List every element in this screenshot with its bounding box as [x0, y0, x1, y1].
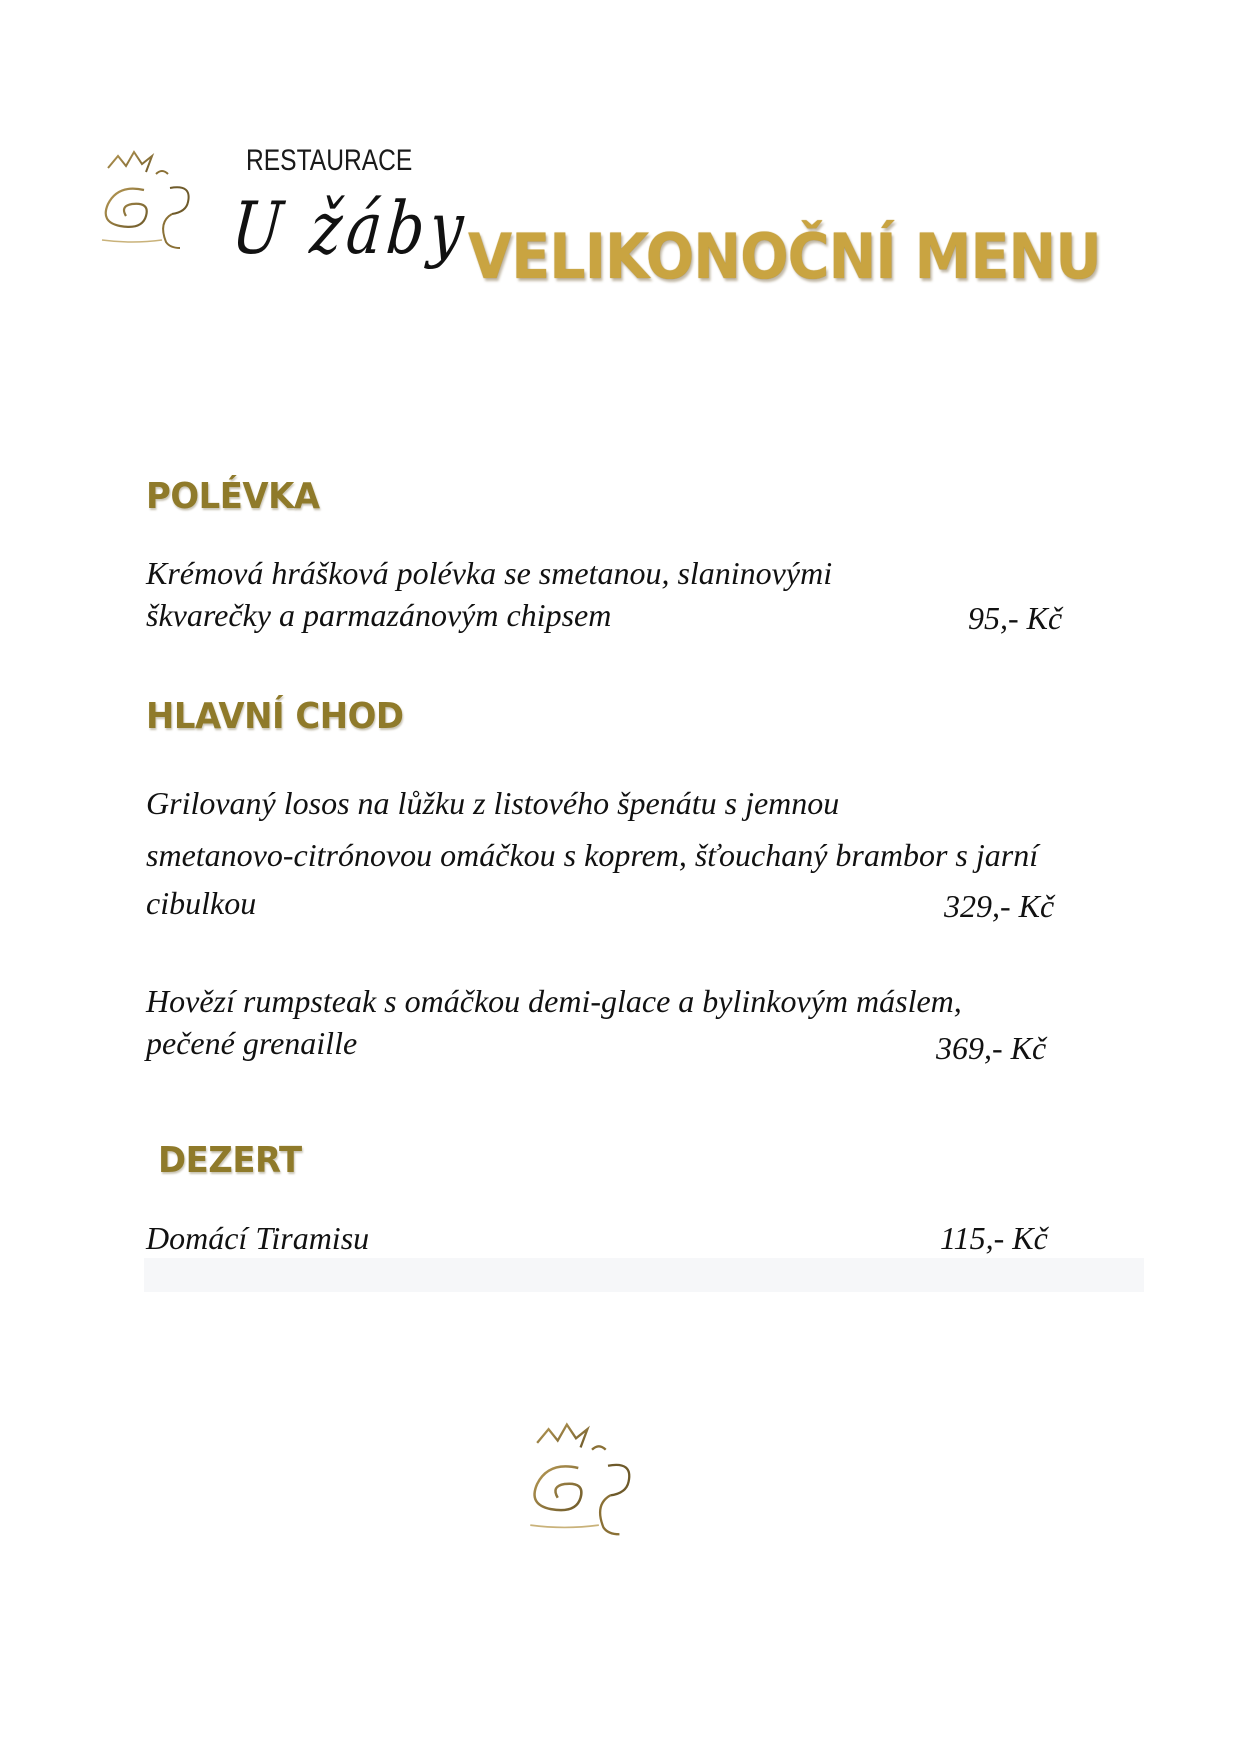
dish-soup-price: 95,- Kč: [968, 600, 1063, 636]
dish-tiramisu: Domácí Tiramisu: [146, 1220, 370, 1256]
frog-crown-logo-icon: [100, 148, 205, 253]
dish-rumpsteak-line-1: Hovězí rumpsteak s omáčkou demi-glace a bylinkovým máslem,: [146, 983, 962, 1019]
section-title-dezert: DEZERT: [158, 1140, 302, 1181]
dish-salmon-line-2: smetanovo-citrónovou omáčkou s koprem, šťouchaný brambor s jarní: [146, 837, 1039, 873]
dish-rumpsteak-line-2: pečené grenaille: [146, 1025, 358, 1061]
dish-tiramisu-price: 115,- Kč: [940, 1220, 1048, 1256]
frog-crown-logo-icon: [528, 1420, 648, 1540]
dish-soup-line-2: škvarečky a parmazánovým chipsem: [146, 597, 612, 633]
dish-salmon-line-1: Grilovaný losos na lůžku z listového špenátu s jemnou: [146, 785, 840, 821]
restaurant-name: U žáby: [228, 186, 472, 270]
dish-rumpsteak-price: 369,- Kč: [936, 1030, 1047, 1066]
restaurace-label: RESTAURACE: [246, 144, 413, 177]
dish-salmon-line-3: cibulkou: [146, 885, 257, 921]
page-title: VELIKONOČNÍ MENU: [468, 220, 1101, 293]
section-title-polevka: POLÉVKA: [146, 476, 320, 517]
dessert-row-shade: [144, 1258, 1144, 1292]
dish-salmon-price: 329,- Kč: [944, 888, 1055, 924]
section-title-hlavni-chod: HLAVNÍ CHOD: [146, 696, 404, 737]
dish-soup-line-1: Krémová hrášková polévka se smetanou, slaninovými: [146, 555, 833, 591]
